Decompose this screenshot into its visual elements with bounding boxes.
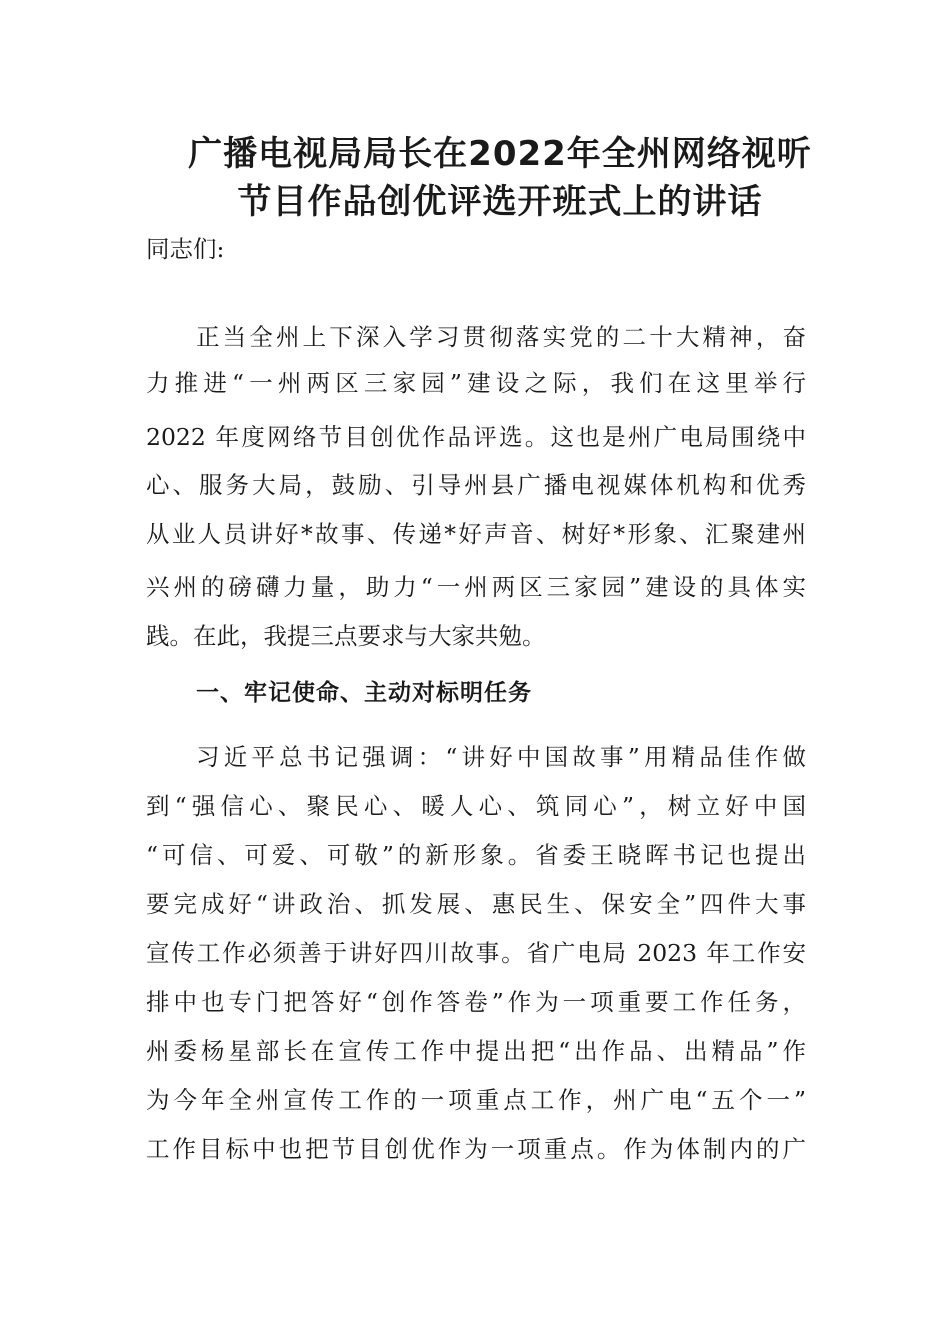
paragraph-1-line: 心、服务大局，鼓励、引导州县广播电视媒体机构和优秀 — [146, 471, 806, 499]
paragraph-2-line: 习近平总书记强调：“讲好中国故事”用精品佳作做 — [196, 743, 806, 771]
paragraph-2-line: 州委杨星部长在宣传工作中提出把“出作品、出精品”作 — [146, 1037, 806, 1065]
paragraph-1-line: 力推进“一州两区三家园”建设之际，我们在这里举行 — [146, 369, 806, 397]
paragraph-1-line: 兴州的磅礴力量，助力“一州两区三家园”建设的具体实 — [146, 573, 806, 601]
paragraph-2-line: 工作目标中也把节目创优作为一项重点。作为体制内的广 — [146, 1135, 806, 1163]
paragraph-2-line: 为今年全州宣传工作的一项重点工作，州广电“五个一” — [146, 1086, 806, 1114]
document-title-line-1: 广播电视局局长在2022年全州网络视听 — [188, 134, 812, 174]
paragraph-2-line: 到“强信心、聚民心、暖人心、筑同心”，树立好中国 — [146, 792, 806, 820]
paragraph-2-line: 宣传工作必须善于讲好四川故事。省广电局 2023 年工作安 — [146, 939, 806, 967]
section-heading-1: 一、牢记使命、主动对标明任务 — [196, 680, 532, 706]
paragraph-1-line: 正当全州上下深入学习贯彻落实党的二十大精神，奋 — [196, 323, 806, 351]
paragraph-2-line: 排中也专门把答好“创作答卷”作为一项重要工作任务， — [146, 988, 806, 1016]
paragraph-1-line: 2022 年度网络节目创优作品评选。这也是州广电局围绕中 — [146, 423, 806, 451]
paragraph-2-line: “可信、可爱、可敬”的新形象。省委王晓晖书记也提出 — [146, 841, 806, 869]
paragraph-1-line: 践。在此，我提三点要求与大家共勉。 — [146, 622, 546, 650]
paragraph-2-line: 要完成好“讲政治、抓发展、惠民生、保安全”四件大事 — [146, 890, 806, 918]
document-title-line-2: 节目作品创优评选开班式上的讲话 — [237, 182, 763, 222]
paragraph-1-line: 从业人员讲好*故事、传递*好声音、树好*形象、汇聚建州 — [146, 520, 806, 548]
salutation: 同志们: — [146, 235, 225, 263]
